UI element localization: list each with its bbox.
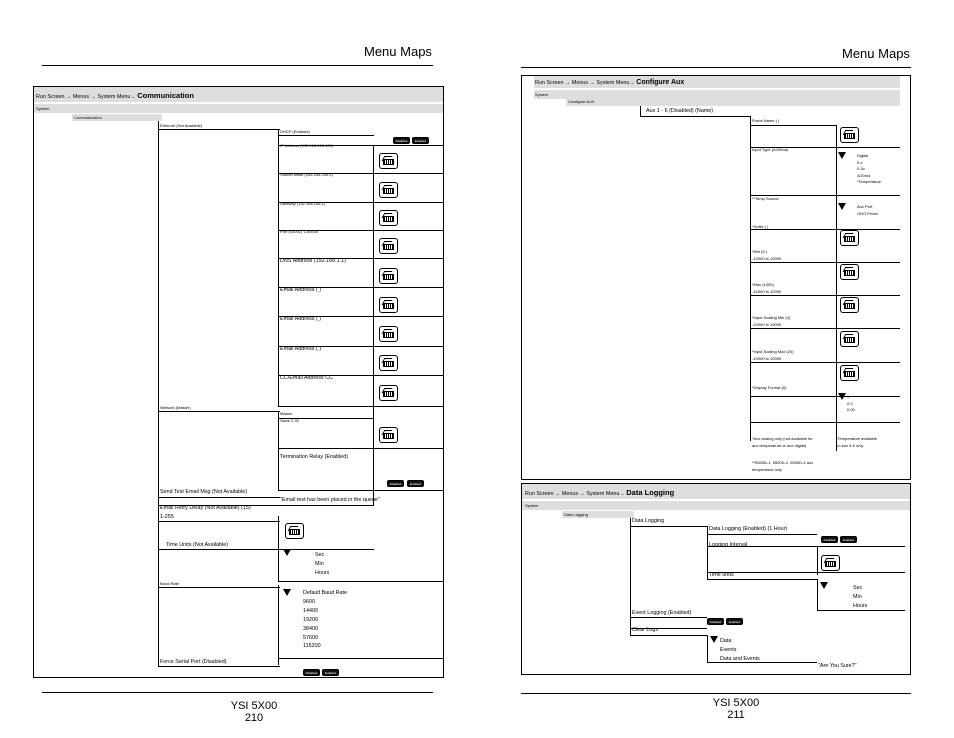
dropdown-arrow-icon[interactable]	[283, 549, 291, 556]
dropdown-arrow-icon[interactable]	[283, 589, 291, 596]
tree-line	[158, 411, 280, 412]
email-address-item[interactable]: Email Address ( )	[280, 287, 322, 293]
dropdown-arrow-icon[interactable]	[838, 393, 846, 400]
keyboard-icon[interactable]	[379, 326, 398, 342]
tree-line	[158, 129, 280, 130]
enabled-toggle[interactable]: Enabled	[726, 618, 743, 625]
disabled-toggle[interactable]: Disabled	[303, 669, 320, 676]
breadcrumb: Run Screen → Menus → System Menu→ Communication	[36, 91, 194, 100]
disabled-toggle[interactable]: Disabled	[707, 618, 724, 625]
time-units-options[interactable]: Sec Min Hours	[853, 585, 868, 609]
temp-source-options[interactable]: Aux Port ODO Probe	[857, 204, 878, 216]
display-format-options[interactable]: 0 0.0 0.00	[847, 394, 855, 413]
tree-line	[158, 549, 374, 550]
min-range: -10000 to 10000	[752, 256, 782, 261]
keyboard-icon[interactable]	[379, 355, 398, 371]
tree-line	[750, 362, 900, 363]
level1-bar	[34, 104, 443, 113]
data-logging-enabled-item[interactable]: Data Logging (Enabled) (1 Hour)	[709, 526, 788, 532]
dns-item[interactable]: DNS Address (192.168.1.1)	[280, 258, 346, 264]
keyboard-icon[interactable]	[379, 297, 398, 313]
level2-label: Communication	[74, 115, 102, 120]
input-scaling-max-item[interactable]: *Input Scaling Max (20)	[752, 349, 794, 354]
master-item[interactable]: Master	[280, 411, 293, 416]
input-type-item[interactable]: Input Type (A/20ma)	[752, 147, 789, 152]
tree-line	[630, 617, 707, 618]
display-format-item[interactable]: *Display Format (0)	[752, 385, 787, 390]
network-item[interactable]: Network (Master)	[160, 405, 191, 410]
clear-logs-options[interactable]: Data Events Data and Events	[720, 638, 760, 662]
footer-rule-right	[521, 693, 911, 694]
tree-line	[750, 125, 836, 126]
keyboard-icon[interactable]	[840, 365, 859, 381]
slave-item[interactable]: Slave 2-32	[280, 418, 300, 423]
cc-email-item[interactable]: CC/Email Address CC	[280, 375, 334, 381]
input-scaling-min-item[interactable]: *Input Scaling Min (4)	[752, 315, 791, 320]
tree-line	[640, 116, 750, 117]
probe-name-item[interactable]: Probe Name ( )	[752, 118, 780, 123]
gateway-item[interactable]: Gateway (192.168.168.1)	[280, 201, 326, 206]
logging-interval-item[interactable]: Logging Interval	[709, 542, 748, 548]
tree-line	[836, 125, 837, 451]
dropdown-arrow-icon[interactable]	[838, 152, 846, 159]
tree-line	[630, 635, 707, 636]
tree-line	[630, 526, 707, 527]
header-rule-left	[42, 65, 433, 66]
note-temperature: *Temperature available on aux 3-6 only	[836, 436, 877, 448]
footer-rule-left	[42, 692, 433, 693]
tree-line	[707, 534, 817, 535]
breadcrumb: Run Screen → Menus → System Menu→ Configure Aux	[535, 79, 685, 86]
keyboard-icon[interactable]	[379, 182, 398, 198]
keyboard-icon[interactable]	[840, 331, 859, 347]
page-header-left: Menu Maps	[364, 44, 432, 59]
dhcp-item[interactable]: DHCP (Enabled)	[280, 129, 310, 134]
keyboard-icon[interactable]	[840, 297, 859, 313]
tree-line	[817, 579, 818, 611]
tree-line	[278, 581, 443, 582]
keyboard-icon[interactable]	[840, 127, 859, 143]
tree-line	[278, 406, 443, 407]
tree-line	[278, 411, 279, 490]
level1-bar	[522, 501, 910, 510]
tree-line	[750, 295, 900, 296]
force-serial-port-item[interactable]: Force Serial Port (Disabled)	[160, 659, 227, 665]
tree-line	[750, 262, 900, 263]
time-units-options[interactable]: Sec Min Hours	[315, 552, 330, 576]
min-item[interactable]: *Min (0 )	[752, 249, 768, 254]
tree-line	[158, 587, 280, 588]
header-rule-right	[521, 67, 911, 68]
level1-label: System	[36, 106, 50, 111]
configure-aux-menu-map	[521, 75, 911, 480]
clear-logs-item[interactable]: Clear Logs	[632, 627, 659, 633]
tree-line	[278, 129, 279, 407]
suffix-item[interactable]: *Suffix ( )	[752, 224, 769, 229]
input-type-options[interactable]: Digital 0-v 0-5v 4/20ma *Temperature	[857, 153, 882, 185]
keyboard-icon[interactable]	[821, 555, 840, 571]
send-test-email-item[interactable]: Send Test Email Msg (Not Available)	[160, 489, 247, 495]
input-scaling-min-range: -10000 to 10000	[752, 322, 782, 327]
page-header-right: Menu Maps	[842, 46, 910, 61]
ethernet-item[interactable]: Ethernet (Not Available)	[160, 123, 203, 128]
max-range: -10000 to 10000	[752, 289, 782, 294]
keyboard-icon[interactable]	[379, 385, 398, 401]
tree-line	[158, 497, 280, 498]
footer-model: YSI 5X00	[712, 697, 760, 709]
email-queue-message: "Email test has been placed in the queue"	[280, 497, 380, 503]
enabled-toggle[interactable]: Enabled	[407, 480, 424, 487]
level1-bar	[534, 90, 900, 99]
tree-line	[373, 145, 374, 505]
keyboard-icon[interactable]	[379, 153, 398, 169]
enabled-toggle[interactable]: Enabled	[840, 536, 857, 543]
level2-label: Configure AUX	[568, 99, 595, 104]
input-scaling-max-range: -10000 to 10000	[752, 356, 782, 361]
termination-relay-item[interactable]: Termination Relay (Enabled)	[280, 454, 349, 460]
enabled-toggle[interactable]: Enabled	[322, 669, 339, 676]
tree-line	[278, 448, 443, 449]
disabled-toggle[interactable]: Disabled	[393, 137, 410, 144]
footer-right	[696, 697, 776, 721]
port-item[interactable]: Port (10001) 1-65535	[280, 229, 319, 234]
tree-line	[707, 635, 708, 663]
email-retry-range: 1-255	[160, 514, 174, 520]
tree-line	[707, 572, 905, 573]
tree-line	[707, 662, 817, 663]
tree-line	[278, 585, 279, 665]
are-you-sure-confirm[interactable]: "Are You Sure?"	[818, 663, 857, 669]
dropdown-arrow-icon[interactable]	[838, 203, 846, 210]
level1-label: System	[525, 503, 539, 508]
tree-line	[158, 521, 280, 522]
dropdown-arrow-icon[interactable]	[710, 636, 718, 643]
email-address-item[interactable]: Email Address ( )	[280, 346, 322, 352]
keyboard-icon[interactable]	[840, 230, 859, 246]
aux-name-item[interactable]: Aux 1 - 6 (Disabled) (Name)	[646, 108, 714, 114]
level2-label: Data Logging	[564, 512, 588, 517]
tree-line	[278, 135, 374, 136]
tree-line	[750, 229, 900, 230]
note-5500d: **5500D-1, 5500D-2, 5500D-4 aux temperature only	[752, 460, 814, 472]
keyboard-icon[interactable]	[840, 264, 859, 280]
tree-line	[158, 666, 280, 667]
tree-line	[750, 396, 900, 397]
tree-line	[278, 490, 443, 491]
time-units-item[interactable]: Time units	[709, 572, 734, 578]
keyboard-icon[interactable]	[285, 523, 304, 539]
baud-rate-options[interactable]: Default Baud Rate 9600 14400 19200 38400 57600 115200	[303, 590, 348, 650]
event-logging-item[interactable]: Event Logging (Enabled)	[632, 610, 692, 616]
tree-line	[278, 658, 443, 659]
tree-line	[750, 328, 900, 329]
tree-line	[817, 546, 818, 575]
keyboard-icon[interactable]	[379, 238, 398, 254]
enabled-toggle[interactable]: Enabled	[412, 137, 429, 144]
keyboard-icon[interactable]	[379, 210, 398, 226]
footer-left	[214, 700, 294, 724]
temp-source-item[interactable]: **Temp Source	[752, 196, 779, 201]
tree-line	[817, 610, 905, 611]
keyboard-icon[interactable]	[379, 427, 398, 443]
breadcrumb: Run Screen → Menus → System Menu→ Data Logging	[525, 488, 675, 497]
disabled-toggle[interactable]: Disabled	[821, 536, 838, 543]
page-number: 210	[244, 712, 264, 725]
email-address-item[interactable]: Email Address ( )	[280, 316, 322, 322]
level1-label: System	[535, 92, 549, 97]
data-logging-item[interactable]: Data Logging	[632, 518, 665, 524]
tree-line	[707, 579, 817, 580]
communication-menu-map	[33, 86, 444, 678]
page-number: 211	[727, 709, 745, 722]
tree-line	[750, 422, 900, 423]
tree-line	[750, 116, 751, 441]
disabled-toggle[interactable]: Disabled	[387, 480, 404, 487]
email-retry-item[interactable]: Email Retry Delay (Not Available) (15)	[160, 505, 251, 511]
ip-address-item[interactable]: IP Address (192.168.168.100)	[280, 143, 334, 148]
keyboard-icon[interactable]	[379, 268, 398, 284]
subnet-item[interactable]: Subnet Mask (255.255.255.0)	[280, 172, 333, 177]
dropdown-arrow-icon[interactable]	[820, 582, 828, 589]
note-analog-only: *Aux analog only (not available for aux temperature or aux digital)	[752, 436, 813, 448]
time-units-item[interactable]: Time Units (Not Available)	[166, 542, 229, 548]
footer-model: YSI 5X00	[230, 700, 278, 712]
tree-line	[158, 121, 159, 666]
level2-bar	[566, 99, 900, 106]
baud-rate-item[interactable]: Baud Rate	[160, 581, 179, 586]
tree-line	[630, 518, 631, 636]
max-item[interactable]: *Max (1000)	[752, 282, 774, 287]
data-logging-menu-map	[521, 483, 911, 675]
tree-line	[640, 106, 641, 116]
